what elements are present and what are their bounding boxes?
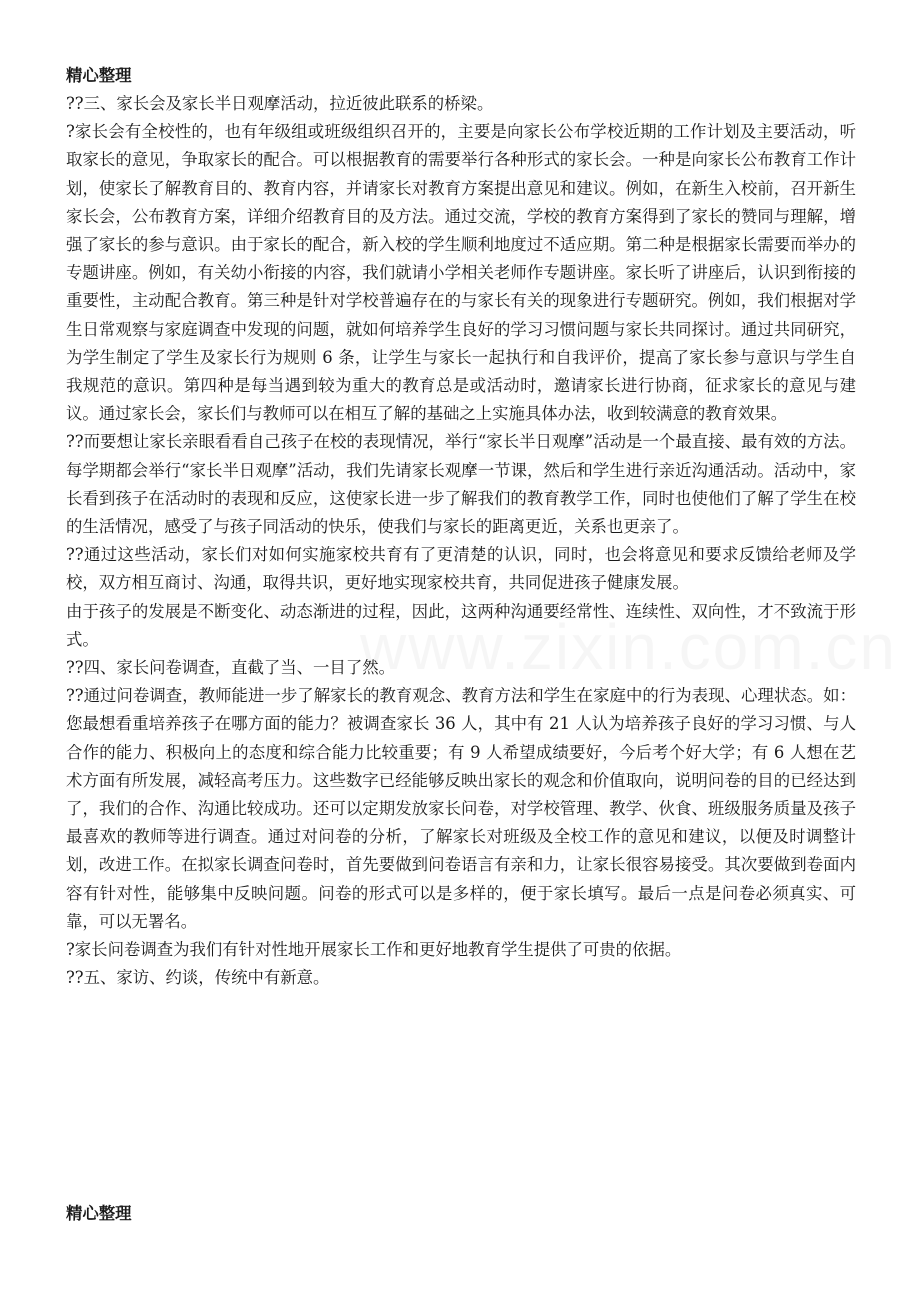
page-footer: 精心整理 [66, 1204, 132, 1223]
paragraph-half-day-observation: ??而要想让家长亲眼看看自己孩子在校的表现情况，举行“家长半日观摩”活动是一个最直接、最有效的方法。每学期都会举行“家长半日观摩”活动，我们先请家长观摩一节课，然后和学生进行亲近沟通活动。活动中，家长看到孩子在活动时的表现和反应，这使家长进一步了解我们的教育教学工作，同时也使他们了解了学生在校的生活情况，感受了与孩子同活动的快乐，使我们与家长的距离更近，关系也更亲了。 [66, 432, 856, 537]
paragraph-questionnaire: ??通过问卷调查，教师能进一步了解家长的教育观念、教育方法和学生在家庭中的行为表现、心理状态。如：您最想看重培养孩子在哪方面的能力？被调查家长 36 人，其中有 21 人认为培养孩子良好的学习习惯、与人合作的能力、积极向上的态度和综合能力比较重要；有 9 人希望成绩要好，今后考个好大学；有 6 人想在艺术方面有所发展，减轻高考压力。这些数字已经能够反映出家长的观念和价值取向，说明问卷的目的已经达到了，我们的合作、沟通比较成功。还可以定期发放家长问卷，对学校管理、教学、伙食、班级服务质量及孩子最喜欢的教师等进行调查。通过对问卷的分析，了解家长对班级及全校工作的意见和建议，以便及时调整计划，改进工作。在拟家长调查问卷时，首先要做到问卷语言有亲和力，让家长很容易接受。其次要做到卷面内容有针对性，能够集中反映问题。问卷的形式可以是多样的，便于家长填写。最后一点是问卷必须真实、可靠，可以无署名。 [66, 686, 856, 931]
section-3-heading: ??三、家长会及家长半日观摩活动，拉近彼此联系的桥梁。 [66, 94, 494, 113]
paragraph-questionnaire-summary: ?家长问卷调查为我们有针对性地开展家长工作和更好地教育学生提供了可贵的依据。 [66, 940, 682, 960]
paragraph-communication-note: 由于孩子的发展是不断变化、动态渐进的过程，因此，这两种沟通要经常性、连续性、双向性，才不致流于形式。 [66, 601, 856, 649]
page-header: 精心整理 [66, 66, 132, 85]
paragraph-activities-summary: ??通过这些活动，家长们对如何实施家校共育有了更清楚的认识，同时，也会将意见和要求反馈给老师及学校，双方相互商讨、沟通，取得共识，更好地实现家校共育，共同促进孩子健康发展。 [66, 545, 856, 593]
section-5-heading: ??五、家访、约谈，传统中有新意。 [66, 968, 330, 988]
section-4-heading: ??四、家长问卷调查，直截了当、一目了然。 [66, 658, 395, 678]
document-body [66, 62, 856, 993]
paragraph-parent-meeting: ?家长会有全校性的，也有年级组或班级组织召开的，主要是向家长公布学校近期的工作计划及主要活动，听取家长的意见，争取家长的配合。可以根据教育的需要举行各种形式的家长会。一种是向家长公布教育工作计划，使家长了解教育目的、教育内容，并请家长对教育方案提出意见和建议。例如，在新生入校前，召开新生家长会，公布教育方案，详细介绍教育目的及方法。通过交流，学校的教育方案得到了家长的赞同与理解，增强了家长的参与意识。由于家长的配合，新入校的学生顺利地度过不适应期。第二种是根据家长需要而举办的专题讲座。例如，有关幼小衔接的内容，我们就请小学相关老师作专题讲座。家长听了讲座后，认识到衔接的重要性，主动配合教育。第三种是针对学校普遍存在的与家长有关的现象进行专题研究。例如，我们根据对学生日常观察与家庭调查中发现的问题，就如何培养学生良好的学习习惯问题与家长共同探讨。通过共同研究，为学生制定了学生及家长行为规则 6 条，让学生与家长一起执行和自我评价，提高了家长参与意识与学生自我规范的意识。第四种是每当遇到较为重大的教育总是或活动时，邀请家长进行协商，征求家长的意见与建议。通过家长会，家长们与教师可以在相互了解的基础之上实施具体办法，收到较满意的教育效果。 [66, 122, 856, 424]
